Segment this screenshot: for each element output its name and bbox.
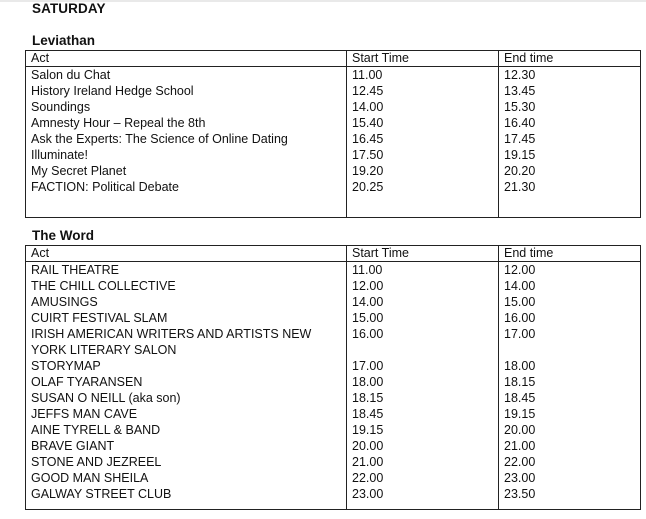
start-time-cell: 22.00 (347, 470, 499, 486)
table-bottom-spacer (26, 195, 641, 218)
table-row (26, 262, 641, 279)
spacer-cell (347, 195, 499, 218)
end-time-cell: 19.15 (499, 147, 641, 163)
schedule-table-leviathan (25, 50, 641, 218)
table-row (26, 406, 641, 422)
start-time-cell: 18.00 (347, 374, 499, 390)
act-cell: CUIRT FESTIVAL SLAM (26, 310, 347, 326)
act-cell: GALWAY STREET CLUB (26, 486, 347, 502)
table-row (26, 454, 641, 470)
end-time-cell: 19.15 (499, 406, 641, 422)
end-time-cell: 14.00 (499, 278, 641, 294)
table-row (26, 470, 641, 486)
end-time-cell: 21.00 (499, 438, 641, 454)
table-row (26, 67, 641, 84)
start-time-cell: 15.00 (347, 310, 499, 326)
start-time-cell: 21.00 (347, 454, 499, 470)
table-row (26, 131, 641, 147)
day-heading: SATURDAY (32, 1, 106, 16)
spacer-cell (499, 195, 641, 218)
end-time-cell: 20.20 (499, 163, 641, 179)
end-time-cell: 15.30 (499, 99, 641, 115)
act-cell: BRAVE GIANT (26, 438, 347, 454)
table-row (26, 486, 641, 502)
start-time-cell: 17.00 (347, 358, 499, 374)
table-row (26, 374, 641, 390)
act-cell: My Secret Planet (26, 163, 347, 179)
act-cell: Salon du Chat (26, 67, 347, 84)
spacer-cell (26, 195, 347, 218)
end-time-cell: 23.00 (499, 470, 641, 486)
spacer-cell (499, 502, 641, 510)
start-time-cell: 12.00 (347, 278, 499, 294)
end-time-cell: 15.00 (499, 294, 641, 310)
end-time-cell: 20.00 (499, 422, 641, 438)
act-cell: Soundings (26, 99, 347, 115)
end-time-cell: 18.00 (499, 358, 641, 374)
table-row (26, 179, 641, 195)
act-cell: STONE AND JEZREEL (26, 454, 347, 470)
column-header-end-time: End time (499, 51, 641, 67)
act-cell: AMUSINGS (26, 294, 347, 310)
end-time-cell: 12.00 (499, 262, 641, 279)
start-time-cell: 11.00 (347, 262, 499, 279)
column-header-act: Act (26, 51, 347, 67)
start-time-cell: 23.00 (347, 486, 499, 502)
table-row (26, 326, 641, 358)
end-time-cell: 18.15 (499, 374, 641, 390)
table-row (26, 310, 641, 326)
column-header-start-time: Start Time (347, 246, 499, 262)
table-row (26, 147, 641, 163)
table-row (26, 278, 641, 294)
stage-heading-the-word: The Word (32, 228, 94, 243)
end-time-cell: 12.30 (499, 67, 641, 84)
act-cell: History Ireland Hedge School (26, 83, 347, 99)
start-time-cell: 18.45 (347, 406, 499, 422)
end-time-cell: 17.45 (499, 131, 641, 147)
table-row (26, 83, 641, 99)
table-header-row (26, 51, 641, 67)
end-time-cell: 21.30 (499, 179, 641, 195)
start-time-cell: 20.25 (347, 179, 499, 195)
table-row (26, 294, 641, 310)
act-cell: OLAF TYARANSEN (26, 374, 347, 390)
end-time-cell: 22.00 (499, 454, 641, 470)
act-cell: GOOD MAN SHEILA (26, 470, 347, 486)
act-cell: Illuminate! (26, 147, 347, 163)
act-cell: Ask the Experts: The Science of Online Dating (26, 131, 347, 147)
act-cell: Amnesty Hour – Repeal the 8th (26, 115, 347, 131)
end-time-cell: 17.00 (499, 326, 641, 358)
spacer-cell (347, 502, 499, 510)
start-time-cell: 19.20 (347, 163, 499, 179)
start-time-cell: 17.50 (347, 147, 499, 163)
start-time-cell: 19.15 (347, 422, 499, 438)
stage-heading-leviathan: Leviathan (32, 33, 96, 48)
act-cell: IRISH AMERICAN WRITERS AND ARTISTS NEW YORK LITERARY SALON (26, 326, 347, 358)
table-row (26, 163, 641, 179)
act-cell: JEFFS MAN CAVE (26, 406, 347, 422)
start-time-cell: 20.00 (347, 438, 499, 454)
act-cell: STORYMAP (26, 358, 347, 374)
end-time-cell: 16.00 (499, 310, 641, 326)
column-header-end-time: End time (499, 246, 641, 262)
start-time-cell: 16.45 (347, 131, 499, 147)
table-row (26, 358, 641, 374)
table-row (26, 99, 641, 115)
column-header-start-time: Start Time (347, 51, 499, 67)
act-cell: AINE TYRELL & BAND (26, 422, 347, 438)
end-time-cell: 16.40 (499, 115, 641, 131)
table-row (26, 422, 641, 438)
start-time-cell: 12.45 (347, 83, 499, 99)
end-time-cell: 18.45 (499, 390, 641, 406)
act-cell: THE CHILL COLLECTIVE (26, 278, 347, 294)
act-cell: FACTION: Political Debate (26, 179, 347, 195)
end-time-cell: 23.50 (499, 486, 641, 502)
table-bottom-spacer (26, 502, 641, 510)
table-row (26, 115, 641, 131)
table-row (26, 438, 641, 454)
start-time-cell: 14.00 (347, 99, 499, 115)
start-time-cell: 14.00 (347, 294, 499, 310)
spacer-cell (26, 502, 347, 510)
start-time-cell: 18.15 (347, 390, 499, 406)
start-time-cell: 16.00 (347, 326, 499, 358)
end-time-cell: 13.45 (499, 83, 641, 99)
start-time-cell: 15.40 (347, 115, 499, 131)
start-time-cell: 11.00 (347, 67, 499, 84)
table-row (26, 390, 641, 406)
table-header-row (26, 246, 641, 262)
act-cell: RAIL THEATRE (26, 262, 347, 279)
column-header-act: Act (26, 246, 347, 262)
schedule-table-the-word (25, 245, 641, 510)
act-cell: SUSAN O NEILL (aka son) (26, 390, 347, 406)
